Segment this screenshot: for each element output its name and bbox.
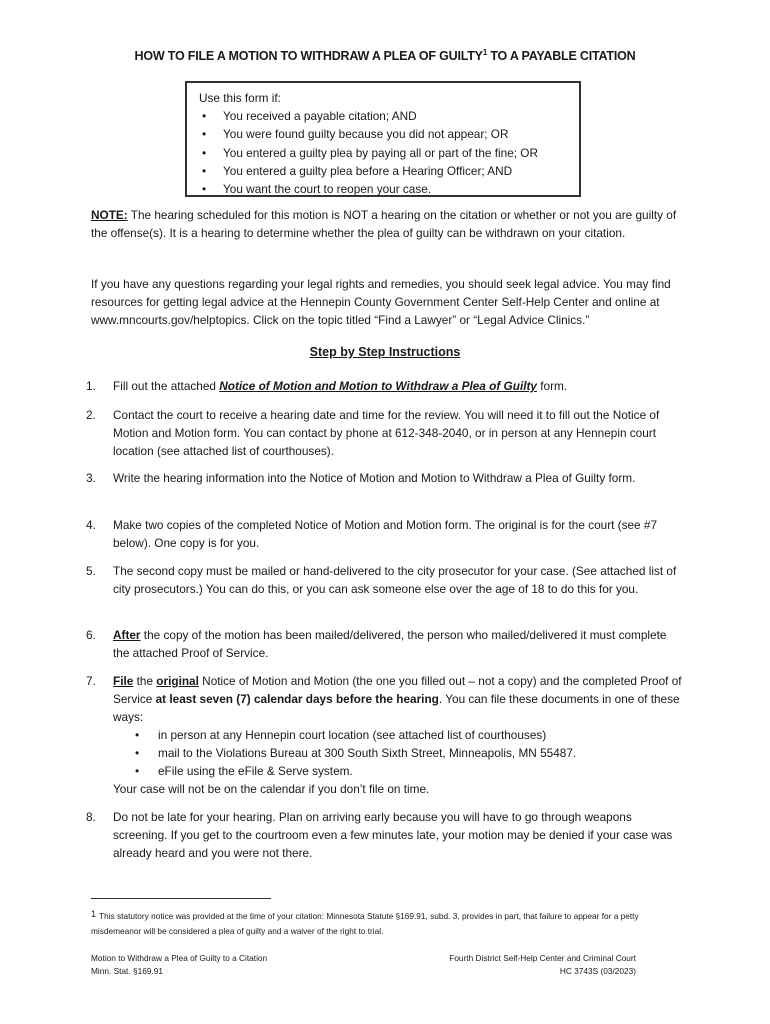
page-title — [0, 48, 770, 63]
criteria-box — [185, 81, 581, 197]
filing-method: • eFile using the eFile & Serve system. — [113, 762, 686, 780]
note-label: NOTE: — [91, 208, 128, 222]
criteria-item: • You entered a guilty plea before a Hearing Officer; AND — [199, 162, 569, 180]
filing-methods-list — [113, 726, 686, 780]
note-text: The hearing scheduled for this motion is NOT a hearing on the citation or whether or not you are guilty of the offense(s). It is a hearing to determine whether the plea of guilty can be withdrawn on your citation. — [91, 208, 677, 240]
footnote-ref: 1 — [482, 48, 488, 57]
footnote-divider — [91, 898, 271, 899]
step-5 — [86, 562, 686, 598]
step-number: 8. — [86, 810, 96, 824]
footer-right — [400, 952, 636, 977]
filing-method: • in person at any Hennepin court location (see attached list of courthouses) — [113, 726, 686, 744]
step-text: Contact the court to receive a hearing date and time for the review. You will need it to fill out the Notice of Motion and Motion form. You can contact by phone at 612-348-2040, or in person at any Hennepin court location (see attached list of courthouses). — [113, 408, 660, 458]
step-number: 5. — [86, 564, 96, 578]
step-text: Do not be late for your hearing. Plan on arriving early because you will have to go through weapons screening. If you get to the courtroom even a few minutes late, your motion may be denied if your case was already heard and you were not there. — [113, 810, 673, 860]
criteria-item: • You were found guilty because you did not appear; OR — [199, 125, 569, 143]
footnote — [91, 907, 691, 939]
deadline-emphasis: at least seven (7) calendar days before the hearing — [155, 692, 439, 706]
step-6 — [86, 626, 686, 662]
title-text: HOW TO FILE A MOTION TO WITHDRAW A PLEA OF GUILTY — [134, 49, 483, 63]
step-number: 7. — [86, 674, 96, 688]
legal-advice-paragraph: If you have any questions regarding your legal rights and remedies, you should seek legal advice. You may find resources for getting legal advice at the Hennepin County Government Center Self-Help Center and online at www.mncourts.gov/helptopics. Click on the topic titled “Find a Lawyer” or “Legal Advice Clinics.” — [91, 277, 671, 327]
criteria-list — [199, 107, 569, 198]
step-text: Write the hearing information into the Notice of Motion and Motion to Withdraw a Plea of Guilty form. — [113, 471, 636, 485]
criteria-item: • You want the court to reopen your case. — [199, 180, 569, 198]
footer-form-code: HC 3743S (03/2023) — [559, 965, 636, 976]
step-4 — [86, 516, 686, 552]
step-text: Notice of Motion and Motion (the one you filled out – not a copy) and the completed Proof of Service — [113, 674, 682, 706]
step-text: Fill out the attached — [113, 379, 220, 393]
note-paragraph — [91, 206, 691, 242]
step-3 — [86, 469, 686, 487]
step-number: 6. — [86, 628, 96, 642]
step-number: 3. — [86, 471, 96, 485]
step-text: the — [133, 674, 157, 688]
footnote-mark: 1 — [91, 909, 97, 919]
step-text: the copy of the motion has been mailed/delivered, the person who mailed/delivered it must complete the attached Proof of Service. — [113, 628, 667, 660]
footer-left — [91, 952, 267, 977]
step-number: 4. — [86, 518, 96, 532]
emphasis-original: original — [156, 674, 199, 688]
title-tail: TO A PAYABLE CITATION — [487, 49, 636, 63]
step-number: 2. — [86, 408, 96, 422]
footnote-text: This statutory notice was provided at the time of your citation: Minnesota Statute §169.91, subd. 3, provides in part, that failure to appear for a petty misdemeanor will be considered a plea of guilty and a waiver of the right to trial. — [91, 911, 639, 936]
criteria-item: • You received a payable citation; AND — [199, 107, 569, 125]
emphasis-file: File — [113, 674, 134, 688]
step-number: 1. — [86, 379, 96, 393]
step-8 — [86, 808, 686, 862]
step-text: The second copy must be mailed or hand-delivered to the city prosecutor for your case. (See attached list of city prosecutors.) You can do this, or you can ask someone else over the age of 18 to do this for you. — [113, 564, 677, 596]
step-1 — [86, 377, 686, 395]
criteria-item: • You entered a guilty plea by paying all or part of the fine; OR — [199, 144, 569, 162]
step-text: Make two copies of the completed Notice of Motion and Motion form. The original is for the court (see #7 below). One copy is for you. — [113, 518, 658, 550]
step-text: . You can file these documents in one of these ways: — [113, 692, 680, 724]
step-7 — [86, 672, 686, 798]
steps-heading: Step by Step Instructions — [309, 345, 461, 359]
criteria-intro: Use this form if: — [199, 91, 281, 105]
footer-court: Fourth District Self-Help Center and Criminal Court — [449, 953, 636, 963]
footer-statute: Minn. Stat. §169.91 — [91, 965, 163, 976]
filing-method: • mail to the Violations Bureau at 300 South Sixth Street, Minneapolis, MN 55487. — [113, 744, 686, 762]
step-2 — [86, 406, 686, 460]
step-closing: Your case will not be on the calendar if you don’t file on time. — [113, 782, 430, 796]
step-text: form. — [537, 379, 568, 393]
form-name: Notice of Motion and Motion to Withdraw a Plea of Guilty — [219, 379, 537, 393]
emphasis-after: After — [113, 628, 141, 642]
footer-form-title: Motion to Withdraw a Plea of Guilty to a Citation — [91, 953, 268, 963]
